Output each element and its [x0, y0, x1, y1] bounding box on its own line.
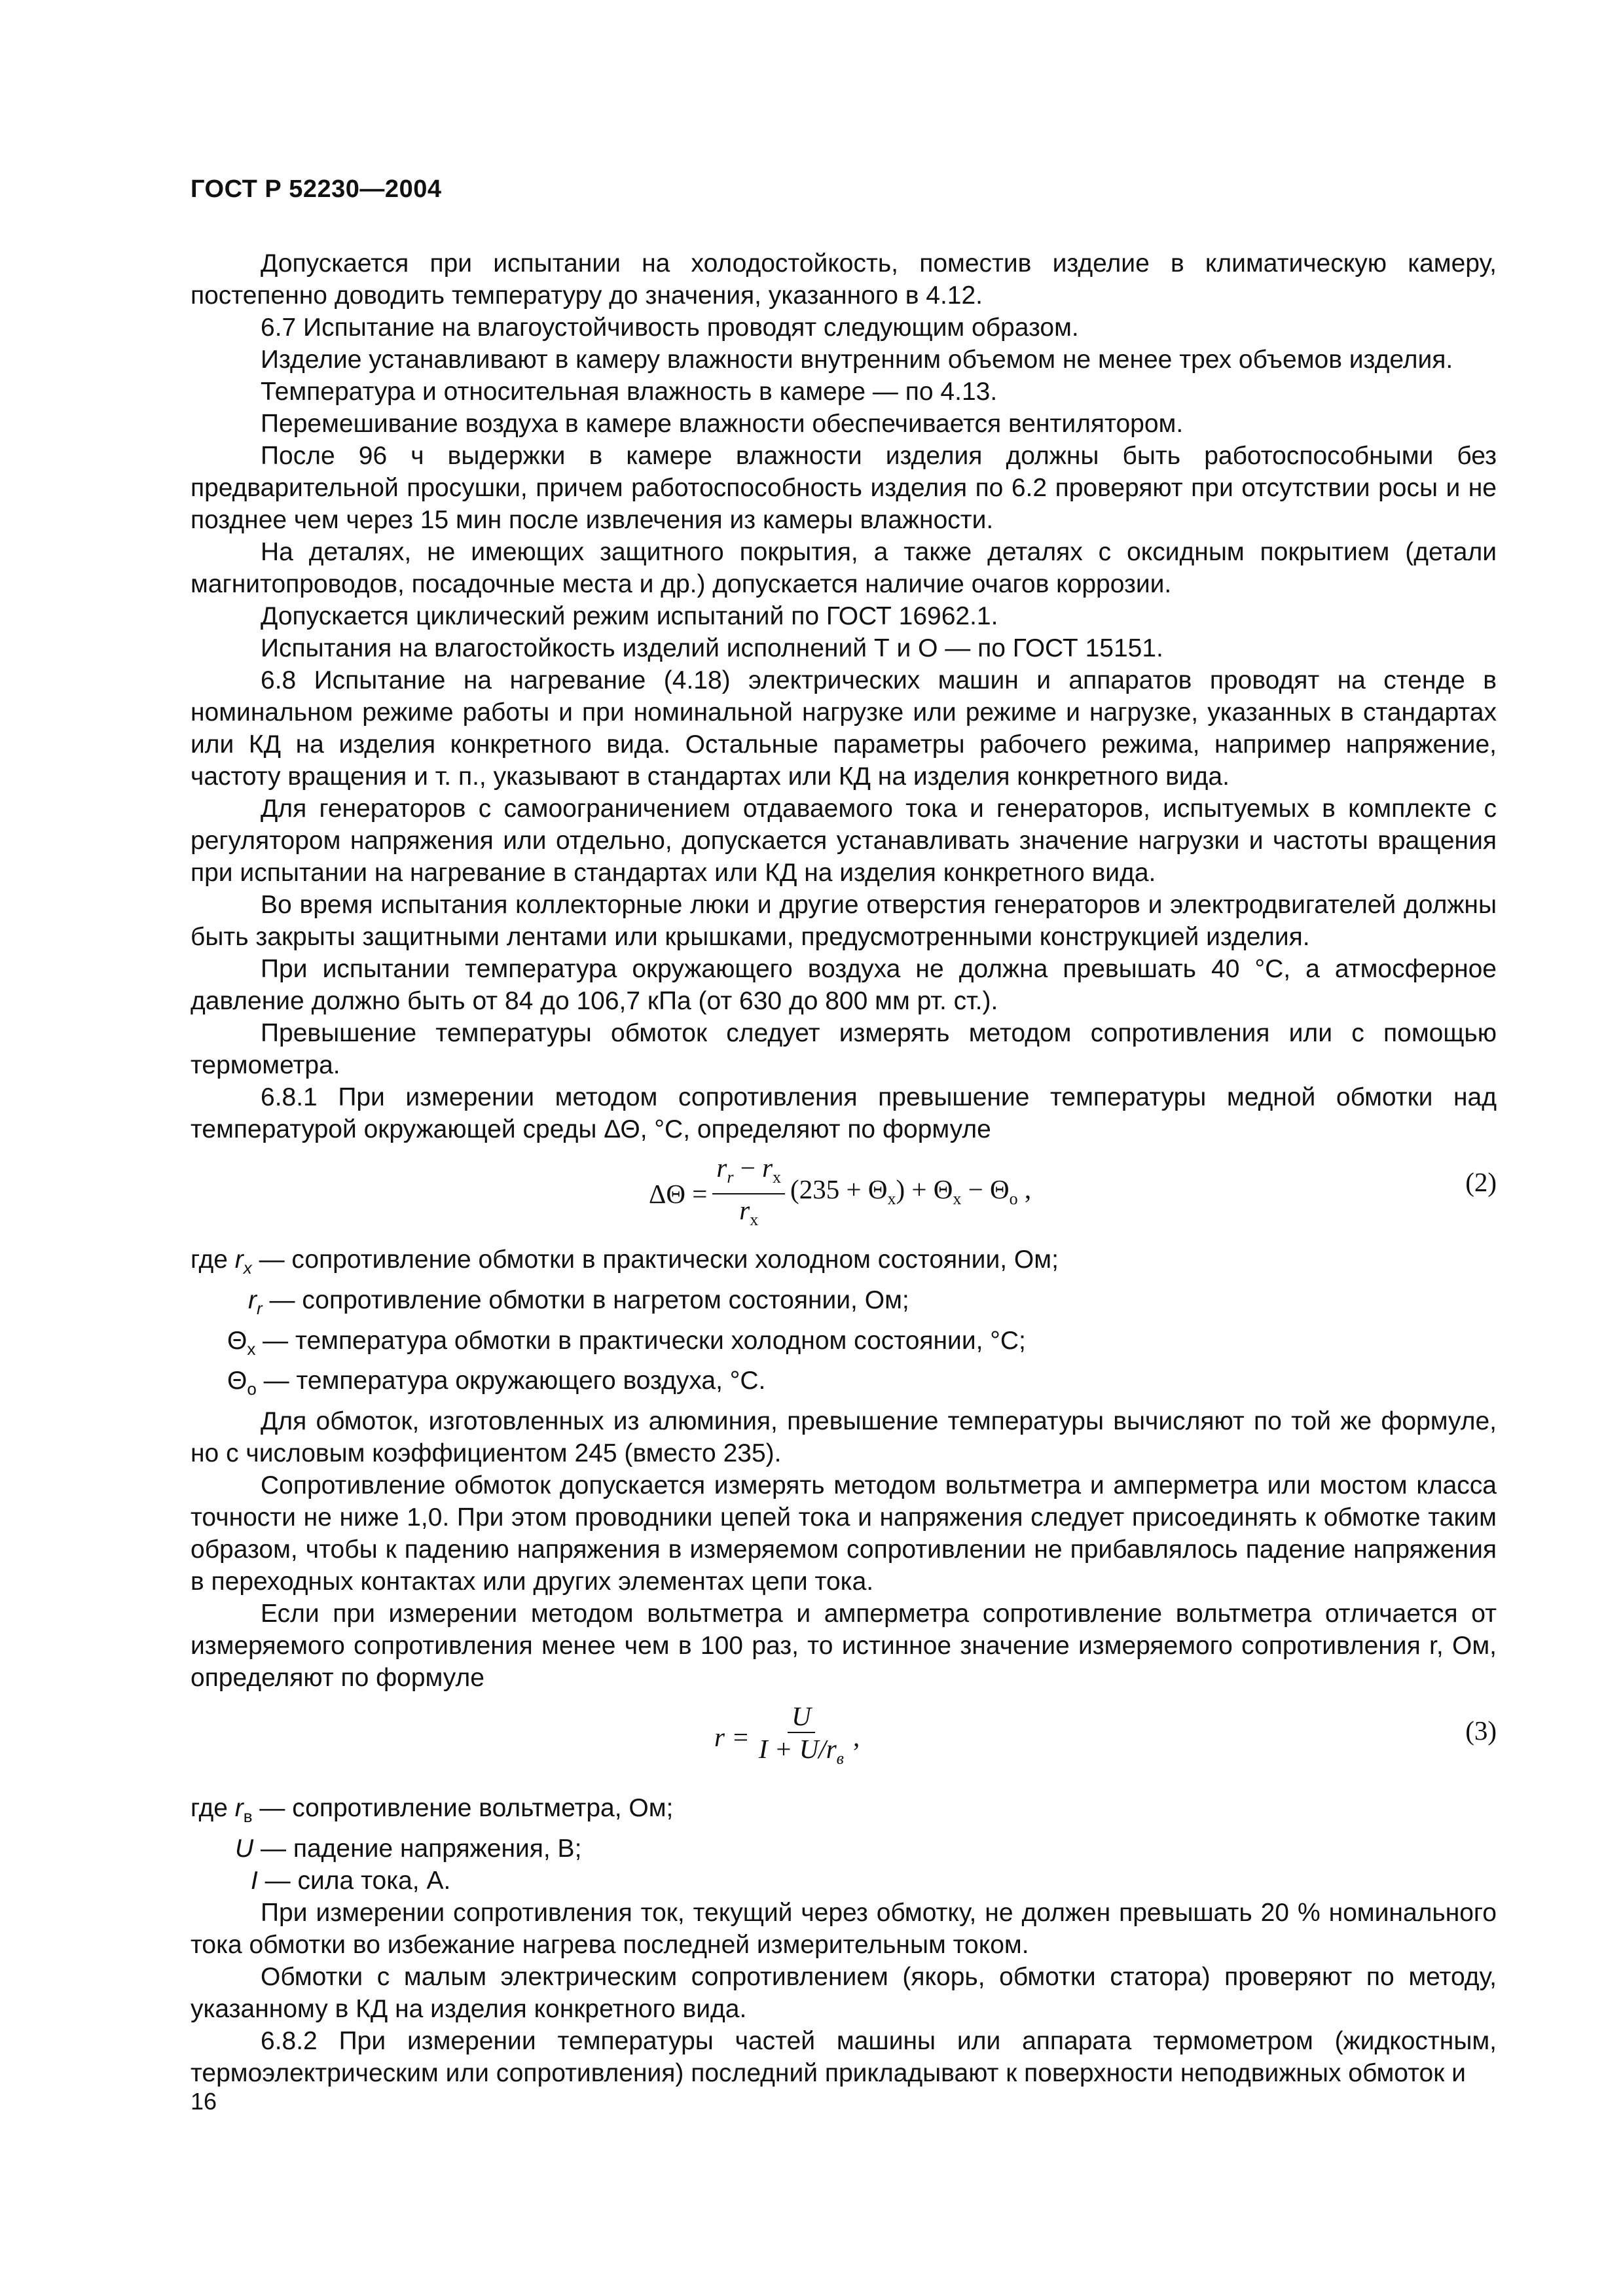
paragraph: При испытании температура окружающего воздуха не должна превышать 40 °С, а атмосферное давление должно быть от 84 до 106,7 кПа (от 630 до 800 мм рт. ст.). — [191, 955, 1497, 1015]
legend-line — [191, 1833, 1497, 1865]
paragraph: При измерении сопротивления ток, текущий через обмотку, не должен превышать 20 % номинального тока обмотки во избежание нагрева последней измерительным током. — [191, 1898, 1497, 1959]
paragraph: Во время испытания коллекторные люки и другие отверстия генераторов и электродвигателей должны быть закрыты защитными лентами или крышками, предусмотренными конструкцией изделия. — [191, 891, 1497, 951]
formula-2-legend — [191, 1244, 1497, 1405]
legend-symbol: r — [234, 1246, 244, 1274]
formula-2-expression — [649, 1153, 1031, 1234]
formula-3-legend — [191, 1792, 1497, 1897]
subscript: x — [887, 1189, 896, 1208]
section-6-7-paragraph: 6.7 Испытание на влагоустойчивость проводят следующим образом. — [261, 314, 1079, 342]
legend-text: — сила тока, А. — [257, 1866, 451, 1895]
paragraph: Для генераторов с самоограничением отдаваемого тока и генераторов, испытуемых в комплекте с регулятором напряжения или отдельно, допускается устанавливать значение нагрузки и частоты вращения при испытании на нагревание в стандартах или КД на изделия конкретного вида. — [191, 795, 1497, 887]
legend-prefix: где — [191, 1246, 235, 1274]
formula-3-denominator — [755, 1733, 848, 1773]
legend-subscript: x — [247, 1338, 256, 1359]
paragraph: После 96 ч выдержки в камере влажности изделия должны быть работоспособными без предварительной просушки, причем работоспособность изделия по 6.2 проверяют при отсутствии росы и не позднее чем через 15 мин после извлечения из камеры влажности. — [191, 442, 1497, 534]
legend-text: — сопротивление вольтметра, Ом; — [252, 1794, 674, 1823]
formula-3-expression — [714, 1702, 860, 1773]
subscript: в — [836, 1749, 844, 1768]
legend-symbol: Θ — [227, 1367, 247, 1395]
paragraph: Допускается при испытании на холодостойкость, поместив изделие в климатическую камеру, постепенно доводить температуру до значения, указанного в 4.12. — [191, 249, 1497, 310]
formula-2-denominator — [735, 1194, 762, 1234]
legend-line — [191, 1325, 1497, 1365]
paragraph: Обмотки с малым электрическим сопротивлением (якорь, обмотки статора) проверяют по методу, указанному в КД на изделия конкретного вида. — [191, 1962, 1497, 2023]
formula-term: ) + Θ — [896, 1174, 953, 1204]
legend-subscript: o — [247, 1379, 257, 1399]
paragraph: Для обмоток, изготовленных из алюминия, превышение температуры вычисляют по той же формуле, но с числовым коэффициентом 245 (вместо 235). — [191, 1407, 1497, 1468]
legend-text: — температура обмотки в практически холодном состоянии, °С; — [255, 1326, 1026, 1355]
legend-symbol: U — [235, 1834, 254, 1863]
formula-2-number: (2) — [1465, 1167, 1497, 1197]
legend-line — [191, 1244, 1497, 1284]
subscript: x — [773, 1168, 782, 1187]
page-number: 16 — [191, 2088, 217, 2115]
paragraph: Температура и относительная влажность в камере — по 4.13. — [261, 378, 998, 406]
formula-3-lhs: r = — [714, 1722, 750, 1753]
legend-subscript: r — [257, 1298, 263, 1318]
legend-symbol: r — [248, 1285, 257, 1314]
paragraph: Испытания на влагостойкость изделий исполнений Т и О — по ГОСТ 15151. — [261, 634, 1163, 662]
formula-2-lhs: ΔΘ = — [649, 1178, 708, 1209]
legend-subscript: x — [243, 1257, 252, 1278]
legend-text: — температура окружающего воздуха, °С. — [256, 1367, 766, 1395]
legend-text: — сопротивление обмотки в практически холодном состоянии, Ом; — [251, 1246, 1059, 1274]
legend-text: — падение напряжения, В; — [253, 1834, 582, 1863]
section-6-8-2-paragraph: 6.8.2 При измерении температуры частей машины или аппарата термометром (жидкостным, термоэлектрическим или сопротивления) последний прикладывают к поверхности неподвижных обмоток и — [191, 2026, 1497, 2087]
legend-line — [191, 1792, 1497, 1833]
legend-prefix: где — [191, 1794, 235, 1823]
paragraph: Сопротивление обмоток допускается измерять методом вольтметра и амперметра или мостом класса точности не ниже 1,0. При этом проводники цепей тока и напряжения следует присоединять к обмотке таким образом, чтобы к падению напряжения в измеряемом сопротивлении не прибавлялось падение напряжения в переходных контактах или других элементах цепи тока. — [191, 1471, 1497, 1596]
paragraph: Если при измерении методом вольтметра и амперметра сопротивление вольтметра отличается от измеряемого сопротивления менее чем в 100 раз, то истинное значение измеряемого сопротивления r, Ом, определяют по формуле — [191, 1600, 1497, 1693]
section-6-8-paragraph: 6.8 Испытание на нагревание (4.18) электрических машин и аппаратов проводят на стенде в номинальном режиме работы и при номинальной нагрузке или режиме и нагрузке, указанных в стандартах или КД на изделия конкретного вида. Остальные параметры рабочего режима, например напряжение, частоту вращения и т. п., указывают в стандартах или КД на изделия конкретного вида. — [191, 666, 1497, 791]
formula-3 — [191, 1694, 1497, 1792]
subscript: x — [750, 1210, 759, 1230]
section-6-8-1-paragraph: 6.8.1 При измерении методом сопротивления превышение температуры медной обмотки над температурой окружающей среды ΔΘ, °С, определяют по формуле — [191, 1083, 1497, 1143]
formula-term: (235 + Θ — [790, 1174, 888, 1204]
formula-2-fraction — [712, 1153, 785, 1234]
paragraph: Превышение температуры обмоток следует измерять методом сопротивления или с помощью термометра. — [191, 1019, 1497, 1079]
legend-symbol: I — [251, 1866, 258, 1895]
symbol: r — [739, 1195, 750, 1226]
legend-line — [191, 1365, 1497, 1405]
document-header: ГОСТ Р 52230—2004 — [191, 175, 442, 203]
legend-symbol: r — [234, 1794, 244, 1823]
formula-term: , — [852, 1722, 860, 1753]
operator: − — [733, 1153, 763, 1183]
paragraph: На деталях, не имеющих защитного покрытия, а также деталях с оксидным покрытием (детали магнитопроводов, посадочные места и др.) допускается наличие очагов коррозии. — [191, 538, 1497, 598]
legend-line — [191, 1865, 1497, 1897]
formula-2-numerator — [712, 1153, 785, 1194]
formula-3-fraction — [755, 1702, 848, 1773]
symbol: r — [716, 1153, 727, 1183]
paragraph: Изделие устанавливают в камеру влажности внутренним объемом не менее трех объемов изделия. — [261, 346, 1453, 374]
subscript: o — [1009, 1189, 1018, 1208]
formula-term: , — [1017, 1174, 1032, 1204]
paragraph: Перемешивание воздуха в камере влажности обеспечивается вентилятором. — [261, 410, 1184, 438]
legend-subscript: в — [243, 1806, 253, 1826]
paragraph: Допускается циклический режим испытаний по ГОСТ 16962.1. — [261, 602, 998, 630]
legend-symbol: Θ — [227, 1326, 247, 1355]
subscript: x — [953, 1189, 962, 1208]
subscript: r — [727, 1168, 734, 1187]
legend-text: — сопротивление обмотки в нагретом состоянии, Ом; — [262, 1285, 909, 1314]
formula-2-rest — [790, 1174, 1031, 1215]
formula-3-numerator: U — [788, 1702, 815, 1733]
formula-term: I + U/r — [758, 1734, 837, 1765]
symbol: r — [762, 1153, 773, 1183]
legend-line — [191, 1284, 1497, 1325]
document-body — [191, 247, 1497, 2089]
formula-3-number: (3) — [1465, 1715, 1497, 1746]
formula-2 — [191, 1145, 1497, 1244]
formula-term: − Θ — [961, 1174, 1010, 1204]
